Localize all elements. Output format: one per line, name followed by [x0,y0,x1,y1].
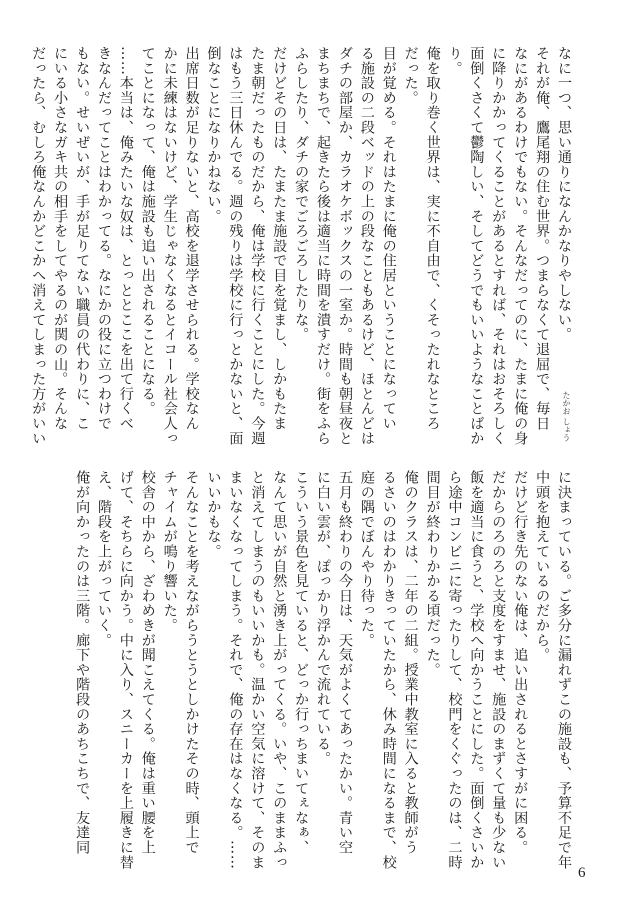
page-number: 6 [578,865,586,881]
text-line: かに未練はないけど、学生じゃなくなるとイコール社会人っ [161,46,178,446]
text-line: まちまちで、起きたら後は適当に時間を潰すだけ。街をふら [315,46,332,446]
text-line: 俺が向かったのは三階。廊下や階段のあちこちで、友達同 [74,470,91,855]
text-line: り。 [446,46,463,76]
text-line: 目が覚める。それはたまに俺の住居ということになってい [380,46,397,431]
text-line: だけど行き先のない俺は、追い出されるとさすがに困る。 [512,470,529,855]
text-line: ……本当は、俺みたいな奴は、とっととここを出て行くべ [117,46,134,431]
text-line: だけどその日は、たまたま施設で目を覚まし、しかもたま [271,46,288,431]
text-line: 間目が終わりかかる頃だった。 [424,470,441,678]
lower-text-block [74,470,574,870]
text-line: ダチの部屋か、カラオケボックスの一室か。時間も朝昼夜と [336,46,353,446]
text-line: 俺のクラスは、二年の二組。授業中教室に入ると教師がう [402,470,419,855]
text-line: に決まっている。ご多分に漏れずこの施設も、予算不足で年 [556,470,572,870]
text-line: そんなことを考えながらうとうとしかけたその時、頭上で [183,470,200,855]
text-line: と消えてしまうのもいいかも。温かい空気に溶けて、そのま [249,470,266,870]
text-line: ふらしたり、ダチの家でごろごろしたりな。 [293,46,310,342]
text-line: 倒なことになりかねない。 [205,46,222,224]
text-line: に白い雲が、ぽっかり浮かんで流れている。 [315,470,332,766]
text-line: 校舎の中から、ざわめきが聞こえてくる。俺は重い腰を上 [139,470,156,855]
text-line: だった。 [402,46,419,106]
text-line: なんて思いが自然と湧き上がってくる。いや、このままふっ [271,470,288,870]
text-line: に降りかかってくることがあるとすれば、それはおそろしく [490,46,507,446]
upper-text-block [30,46,574,446]
text-line: 庭の隅でぼんやり待った。 [358,470,375,648]
text-line: 飯を適当に食うと、学校へ向かうことにした。面倒くさいか [468,470,485,870]
text-line: え、階段を上がっていく。 [95,470,112,648]
text-line: いいかもな。 [205,470,222,559]
text-line: 出席日数が足りないと、高校を退学させられる。学校なん [183,46,200,431]
text-line: チャイムが鳴り響いた。 [161,470,178,633]
text-line: きなんだってことはわかってる。なにかの役に立つわけで [95,46,112,431]
text-line: だからのろのろと支度をすませ、施設のまずくて量も少ない [490,470,507,870]
text-line: まいなくなってしまう。それで、俺の存在はなくなる。…… [227,470,244,870]
text-line: なにがあるわけでもない。そんなだってのに、たまに俺の身 [512,46,529,446]
text-line: たま朝だったものだから、俺は学校に行くことにした。今週 [249,46,266,446]
text-line: 五月も終わりの今日は、天気がよくてあったかい。青い空 [336,470,353,855]
text-line: る施設の二段ベッドの上の段なこともあるけど、ほとんどは [358,46,375,446]
text-line: てことになって、俺は施設も追い出されることになる。 [139,46,156,416]
text-line: 中頭を抱えているのだから。 [534,470,551,663]
text-line: はもう三日休んでる。週の残りは学校に行っとかないと、面 [227,46,244,446]
text-line: それが俺、鷹尾翔の住む世界。つまらなくて退屈で、毎日 [534,46,551,431]
text-line: だったら、むしろ俺なんかどこかへ消えてしまった方がいい [30,46,47,446]
text-line: にいる小さなガキ共の相手をしてやるのが関の山。そんな [52,46,69,431]
text-line: なに一つ、思い通りになんかなりやしない。 [556,46,572,342]
text-line: こういう景色を見ていると、どっか行っちまいてぇなぁ、 [293,470,310,855]
text-line: げて、そちらに向かう。中に入り、スニーカーを上履きに替 [117,470,134,870]
text-line: 面倒くさくて鬱陶しい、そしてどうでもいいようなことばか [468,46,485,446]
text-line: 俺を取り巻く世界は、実に不自由で、くそったれなところ [424,46,441,431]
text-line: もない。せいぜいが、手が足りてない職員の代わりに、こ [74,46,91,431]
text-line: ら途中コンビニに寄ったりして、校門をくぐったのは、二時 [446,470,463,870]
name-ruby: たかお しょう [562,391,571,442]
text-line: るさいのはわかりきっていたから、休み時間になるまで、校 [380,470,397,870]
